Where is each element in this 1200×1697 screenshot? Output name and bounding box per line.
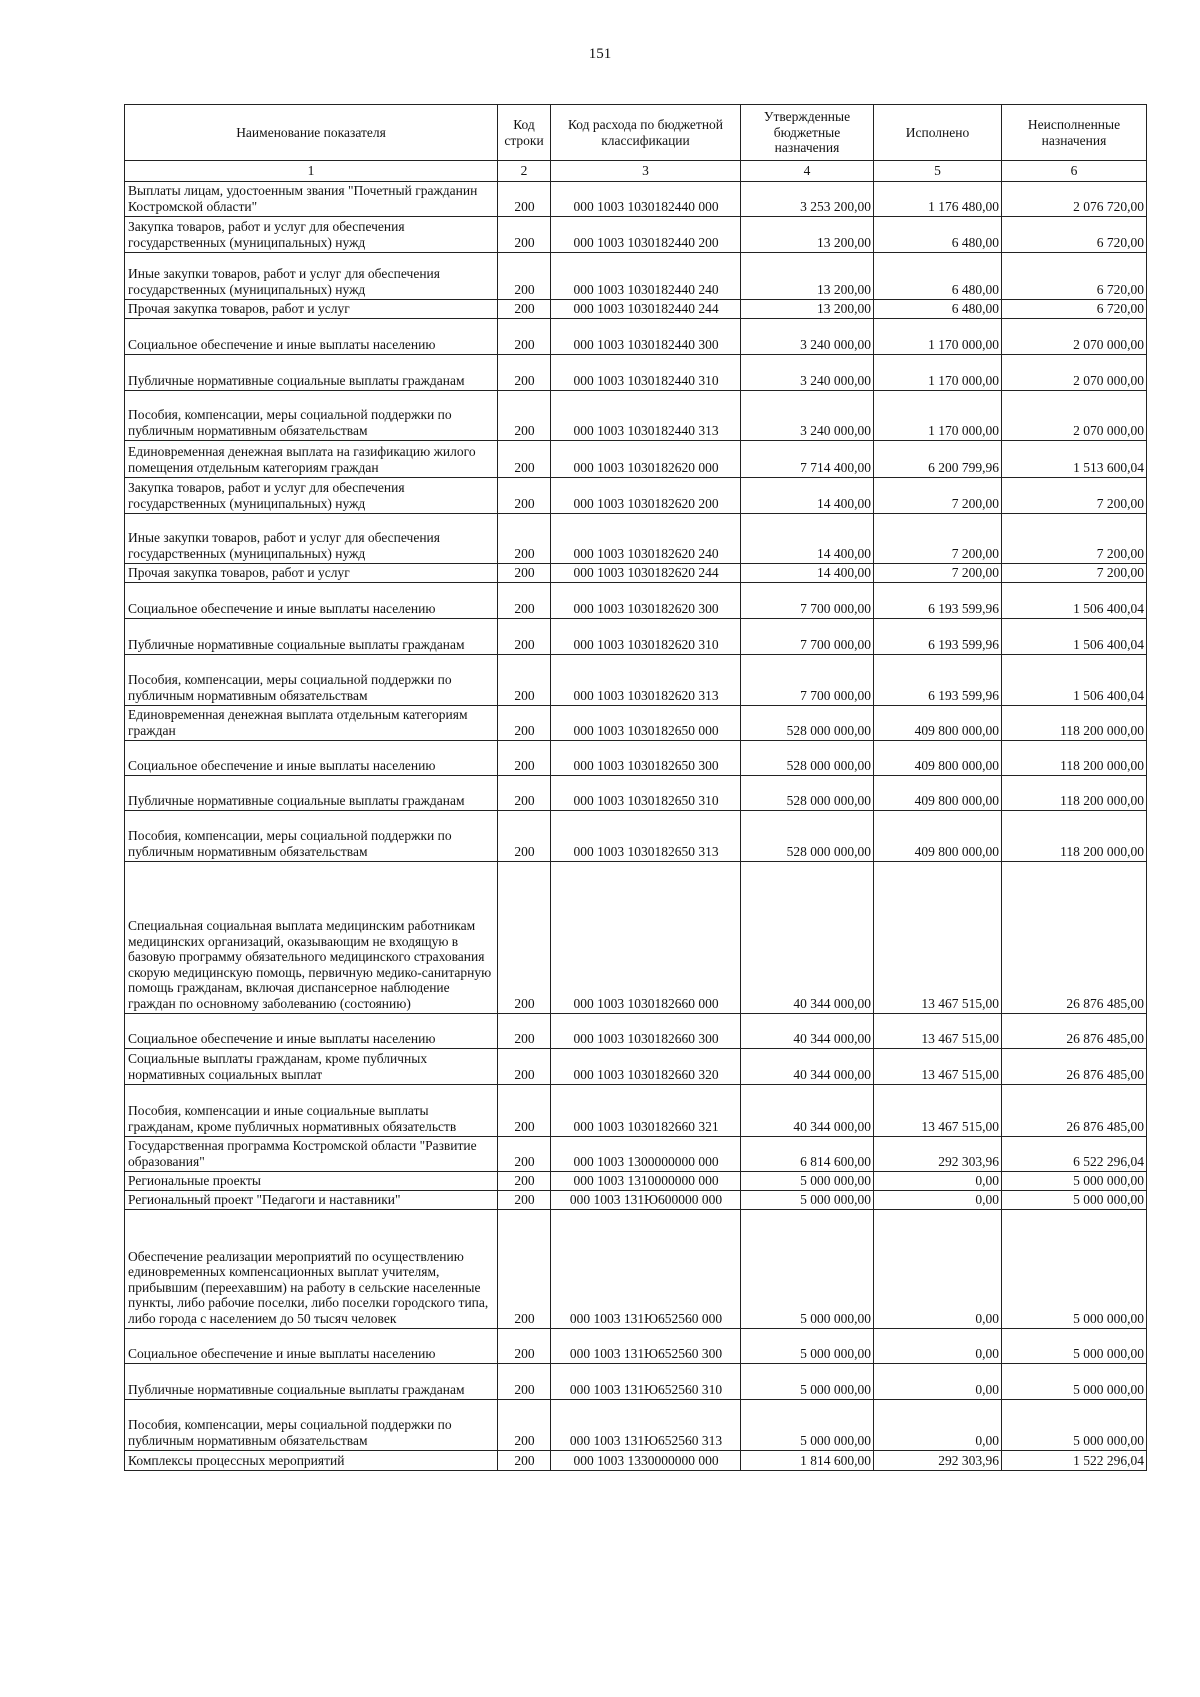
approved-amount-cell: 40 344 000,00 xyxy=(741,861,874,1013)
executed-amount-cell: 13 467 515,00 xyxy=(874,1048,1002,1084)
column-numbers-row xyxy=(125,161,1147,182)
unexecuted-amount-cell: 1 522 296,04 xyxy=(1002,1450,1147,1470)
column-number: 5 xyxy=(874,161,1002,182)
unexecuted-amount-cell: 7 200,00 xyxy=(1002,477,1147,513)
line-code-cell: 200 xyxy=(498,1171,551,1190)
approved-amount-cell: 528 000 000,00 xyxy=(741,775,874,810)
unexecuted-amount-cell: 26 876 485,00 xyxy=(1002,1084,1147,1136)
classification-code-cell: 000 1003 1030182660 320 xyxy=(551,1048,741,1084)
table-row xyxy=(125,740,1147,775)
indicator-name-cell: Прочая закупка товаров, работ и услуг xyxy=(125,563,498,582)
line-code-cell: 200 xyxy=(498,654,551,705)
classification-code-cell: 000 1003 1030182620 200 xyxy=(551,477,741,513)
line-code-cell: 200 xyxy=(498,181,551,216)
line-code-cell: 200 xyxy=(498,1209,551,1328)
table-row xyxy=(125,1013,1147,1048)
executed-amount-cell: 13 467 515,00 xyxy=(874,1084,1002,1136)
line-code-cell: 200 xyxy=(498,1328,551,1363)
indicator-name-cell: Публичные нормативные социальные выплаты гражданам xyxy=(125,775,498,810)
table-row xyxy=(125,299,1147,318)
line-code-cell: 200 xyxy=(498,705,551,740)
executed-amount-cell: 1 176 480,00 xyxy=(874,181,1002,216)
classification-code-cell: 000 1003 131Ю652560 300 xyxy=(551,1328,741,1363)
approved-amount-cell: 40 344 000,00 xyxy=(741,1013,874,1048)
unexecuted-amount-cell: 2 070 000,00 xyxy=(1002,390,1147,440)
executed-amount-cell: 409 800 000,00 xyxy=(874,705,1002,740)
classification-code-cell: 000 1003 131Ю652560 310 xyxy=(551,1363,741,1399)
unexecuted-amount-cell: 1 506 400,04 xyxy=(1002,654,1147,705)
executed-amount-cell: 1 170 000,00 xyxy=(874,354,1002,390)
classification-code-cell: 000 1003 1030182650 000 xyxy=(551,705,741,740)
unexecuted-amount-cell: 7 200,00 xyxy=(1002,513,1147,563)
approved-amount-cell: 7 700 000,00 xyxy=(741,654,874,705)
executed-amount-cell: 6 200 799,96 xyxy=(874,440,1002,477)
indicator-name-cell: Пособия, компенсации, меры социальной поддержки по публичным нормативным обязательствам xyxy=(125,1399,498,1450)
line-code-cell: 200 xyxy=(498,563,551,582)
column-number: 4 xyxy=(741,161,874,182)
executed-amount-cell: 6 480,00 xyxy=(874,299,1002,318)
header-indicator-name: Наименование показателя xyxy=(125,105,498,161)
indicator-name-cell: Специальная социальная выплата медицинским работникам медицинских организаций, оказывающим не входящую в базовую программу обязательного медицинского страхования скорую медицинскую помощь, первичную медико-санитарную помощь гражданам, включая диспансерное наблюдение граждан по основному заболеванию (состоянию) xyxy=(125,861,498,1013)
indicator-name-cell: Комплексы процессных мероприятий xyxy=(125,1450,498,1470)
line-code-cell: 200 xyxy=(498,775,551,810)
indicator-name-cell: Региональные проекты xyxy=(125,1171,498,1190)
line-code-cell: 200 xyxy=(498,318,551,354)
unexecuted-amount-cell: 26 876 485,00 xyxy=(1002,1048,1147,1084)
table-row xyxy=(125,705,1147,740)
table-row xyxy=(125,1450,1147,1470)
table-row xyxy=(125,318,1147,354)
indicator-name-cell: Социальное обеспечение и иные выплаты населению xyxy=(125,318,498,354)
line-code-cell: 200 xyxy=(498,1190,551,1209)
line-code-cell: 200 xyxy=(498,1048,551,1084)
column-number: 6 xyxy=(1002,161,1147,182)
indicator-name-cell: Государственная программа Костромской области "Развитие образования" xyxy=(125,1136,498,1171)
indicator-name-cell: Публичные нормативные социальные выплаты гражданам xyxy=(125,1363,498,1399)
approved-amount-cell: 13 200,00 xyxy=(741,216,874,252)
executed-amount-cell: 13 467 515,00 xyxy=(874,861,1002,1013)
classification-code-cell: 000 1003 1030182620 313 xyxy=(551,654,741,705)
unexecuted-amount-cell: 1 513 600,04 xyxy=(1002,440,1147,477)
line-code-cell: 200 xyxy=(498,354,551,390)
indicator-name-cell: Пособия, компенсации и иные социальные выплаты гражданам, кроме публичных нормативных обязательств xyxy=(125,1084,498,1136)
header-executed: Исполнено xyxy=(874,105,1002,161)
classification-code-cell: 000 1003 1030182440 310 xyxy=(551,354,741,390)
unexecuted-amount-cell: 6 720,00 xyxy=(1002,252,1147,299)
classification-code-cell: 000 1003 1030182620 300 xyxy=(551,582,741,618)
header-line-code: Код строки xyxy=(498,105,551,161)
unexecuted-amount-cell: 5 000 000,00 xyxy=(1002,1171,1147,1190)
unexecuted-amount-cell: 5 000 000,00 xyxy=(1002,1190,1147,1209)
indicator-name-cell: Социальное обеспечение и иные выплаты населению xyxy=(125,1328,498,1363)
executed-amount-cell: 0,00 xyxy=(874,1328,1002,1363)
table-row xyxy=(125,563,1147,582)
executed-amount-cell: 1 170 000,00 xyxy=(874,318,1002,354)
column-number: 2 xyxy=(498,161,551,182)
unexecuted-amount-cell: 118 200 000,00 xyxy=(1002,740,1147,775)
unexecuted-amount-cell: 5 000 000,00 xyxy=(1002,1399,1147,1450)
classification-code-cell: 000 1003 1330000000 000 xyxy=(551,1450,741,1470)
executed-amount-cell: 0,00 xyxy=(874,1209,1002,1328)
column-number: 1 xyxy=(125,161,498,182)
approved-amount-cell: 528 000 000,00 xyxy=(741,740,874,775)
unexecuted-amount-cell: 2 070 000,00 xyxy=(1002,354,1147,390)
classification-code-cell: 000 1003 1300000000 000 xyxy=(551,1136,741,1171)
indicator-name-cell: Иные закупки товаров, работ и услуг для обеспечения государственных (муниципальных) нужд xyxy=(125,252,498,299)
approved-amount-cell: 3 240 000,00 xyxy=(741,390,874,440)
table-row xyxy=(125,618,1147,654)
unexecuted-amount-cell: 6 522 296,04 xyxy=(1002,1136,1147,1171)
indicator-name-cell: Социальное обеспечение и иные выплаты населению xyxy=(125,582,498,618)
line-code-cell: 200 xyxy=(498,618,551,654)
line-code-cell: 200 xyxy=(498,1450,551,1470)
unexecuted-amount-cell: 5 000 000,00 xyxy=(1002,1363,1147,1399)
approved-amount-cell: 40 344 000,00 xyxy=(741,1084,874,1136)
unexecuted-amount-cell: 5 000 000,00 xyxy=(1002,1328,1147,1363)
approved-amount-cell: 14 400,00 xyxy=(741,513,874,563)
classification-code-cell: 000 1003 1030182620 310 xyxy=(551,618,741,654)
executed-amount-cell: 1 170 000,00 xyxy=(874,390,1002,440)
table-row xyxy=(125,440,1147,477)
executed-amount-cell: 7 200,00 xyxy=(874,513,1002,563)
line-code-cell: 200 xyxy=(498,1136,551,1171)
header-budget-classification: Код расхода по бюджетной классификации xyxy=(551,105,741,161)
approved-amount-cell: 7 714 400,00 xyxy=(741,440,874,477)
approved-amount-cell: 528 000 000,00 xyxy=(741,705,874,740)
indicator-name-cell: Региональный проект "Педагоги и наставники" xyxy=(125,1190,498,1209)
classification-code-cell: 000 1003 1030182440 244 xyxy=(551,299,741,318)
line-code-cell: 200 xyxy=(498,1013,551,1048)
executed-amount-cell: 409 800 000,00 xyxy=(874,775,1002,810)
line-code-cell: 200 xyxy=(498,1399,551,1450)
classification-code-cell: 000 1003 1030182660 000 xyxy=(551,861,741,1013)
classification-code-cell: 000 1003 1030182660 321 xyxy=(551,1084,741,1136)
unexecuted-amount-cell: 1 506 400,04 xyxy=(1002,582,1147,618)
approved-amount-cell: 3 240 000,00 xyxy=(741,354,874,390)
indicator-name-cell: Пособия, компенсации, меры социальной поддержки по публичным нормативным обязательствам xyxy=(125,390,498,440)
classification-code-cell: 000 1003 1030182440 300 xyxy=(551,318,741,354)
classification-code-cell: 000 1003 131Ю652560 313 xyxy=(551,1399,741,1450)
line-code-cell: 200 xyxy=(498,477,551,513)
indicator-name-cell: Публичные нормативные социальные выплаты гражданам xyxy=(125,354,498,390)
table-body xyxy=(125,181,1147,1470)
line-code-cell: 200 xyxy=(498,861,551,1013)
executed-amount-cell: 13 467 515,00 xyxy=(874,1013,1002,1048)
table-row xyxy=(125,216,1147,252)
indicator-name-cell: Социальные выплаты гражданам, кроме публичных нормативных социальных выплат xyxy=(125,1048,498,1084)
indicator-name-cell: Закупка товаров, работ и услуг для обеспечения государственных (муниципальных) нужд xyxy=(125,216,498,252)
indicator-name-cell: Пособия, компенсации, меры социальной поддержки по публичным нормативным обязательствам xyxy=(125,654,498,705)
executed-amount-cell: 0,00 xyxy=(874,1363,1002,1399)
approved-amount-cell: 13 200,00 xyxy=(741,299,874,318)
approved-amount-cell: 1 814 600,00 xyxy=(741,1450,874,1470)
executed-amount-cell: 7 200,00 xyxy=(874,477,1002,513)
table-row xyxy=(125,775,1147,810)
unexecuted-amount-cell: 118 200 000,00 xyxy=(1002,775,1147,810)
unexecuted-amount-cell: 26 876 485,00 xyxy=(1002,861,1147,1013)
executed-amount-cell: 6 193 599,96 xyxy=(874,618,1002,654)
indicator-name-cell: Выплаты лицам, удостоенным звания "Почетный гражданин Костромской области" xyxy=(125,181,498,216)
table-row xyxy=(125,1190,1147,1209)
table-row xyxy=(125,477,1147,513)
line-code-cell: 200 xyxy=(498,299,551,318)
approved-amount-cell: 5 000 000,00 xyxy=(741,1171,874,1190)
executed-amount-cell: 7 200,00 xyxy=(874,563,1002,582)
indicator-name-cell: Единовременная денежная выплата отдельным категориям граждан xyxy=(125,705,498,740)
executed-amount-cell: 6 193 599,96 xyxy=(874,582,1002,618)
header-approved: Утвержденные бюджетные назначения xyxy=(741,105,874,161)
approved-amount-cell: 5 000 000,00 xyxy=(741,1190,874,1209)
classification-code-cell: 000 1003 1030182440 000 xyxy=(551,181,741,216)
approved-amount-cell: 5 000 000,00 xyxy=(741,1328,874,1363)
executed-amount-cell: 0,00 xyxy=(874,1190,1002,1209)
budget-execution-table xyxy=(124,104,1147,1471)
page-number: 151 xyxy=(588,46,612,62)
approved-amount-cell: 3 253 200,00 xyxy=(741,181,874,216)
table-row xyxy=(125,582,1147,618)
executed-amount-cell: 409 800 000,00 xyxy=(874,810,1002,861)
unexecuted-amount-cell: 6 720,00 xyxy=(1002,299,1147,318)
unexecuted-amount-cell: 2 076 720,00 xyxy=(1002,181,1147,216)
executed-amount-cell: 409 800 000,00 xyxy=(874,740,1002,775)
executed-amount-cell: 0,00 xyxy=(874,1399,1002,1450)
indicator-name-cell: Прочая закупка товаров, работ и услуг xyxy=(125,299,498,318)
unexecuted-amount-cell: 26 876 485,00 xyxy=(1002,1013,1147,1048)
approved-amount-cell: 40 344 000,00 xyxy=(741,1048,874,1084)
table-header-row xyxy=(125,105,1147,161)
classification-code-cell: 000 1003 1030182620 244 xyxy=(551,563,741,582)
executed-amount-cell: 292 303,96 xyxy=(874,1450,1002,1470)
line-code-cell: 200 xyxy=(498,582,551,618)
unexecuted-amount-cell: 5 000 000,00 xyxy=(1002,1209,1147,1328)
classification-code-cell: 000 1003 1030182650 310 xyxy=(551,775,741,810)
indicator-name-cell: Пособия, компенсации, меры социальной поддержки по публичным нормативным обязательствам xyxy=(125,810,498,861)
classification-code-cell: 000 1003 1030182440 200 xyxy=(551,216,741,252)
classification-code-cell: 000 1003 1030182650 313 xyxy=(551,810,741,861)
column-number: 3 xyxy=(551,161,741,182)
line-code-cell: 200 xyxy=(498,740,551,775)
table-row xyxy=(125,513,1147,563)
approved-amount-cell: 14 400,00 xyxy=(741,477,874,513)
table-row xyxy=(125,1136,1147,1171)
classification-code-cell: 000 1003 131Ю652560 000 xyxy=(551,1209,741,1328)
table-row xyxy=(125,1399,1147,1450)
table-row xyxy=(125,1171,1147,1190)
line-code-cell: 200 xyxy=(498,390,551,440)
table-row xyxy=(125,1048,1147,1084)
classification-code-cell: 000 1003 1030182440 313 xyxy=(551,390,741,440)
header-unexecuted: Неисполненные назначения xyxy=(1002,105,1147,161)
approved-amount-cell: 6 814 600,00 xyxy=(741,1136,874,1171)
indicator-name-cell: Единовременная денежная выплата на газификацию жилого помещения отдельным категориям граждан xyxy=(125,440,498,477)
classification-code-cell: 000 1003 1030182440 240 xyxy=(551,252,741,299)
classification-code-cell: 000 1003 131Ю600000 000 xyxy=(551,1190,741,1209)
approved-amount-cell: 7 700 000,00 xyxy=(741,582,874,618)
approved-amount-cell: 14 400,00 xyxy=(741,563,874,582)
indicator-name-cell: Закупка товаров, работ и услуг для обеспечения государственных (муниципальных) нужд xyxy=(125,477,498,513)
approved-amount-cell: 7 700 000,00 xyxy=(741,618,874,654)
table-row xyxy=(125,861,1147,1013)
unexecuted-amount-cell: 1 506 400,04 xyxy=(1002,618,1147,654)
indicator-name-cell: Иные закупки товаров, работ и услуг для обеспечения государственных (муниципальных) нужд xyxy=(125,513,498,563)
classification-code-cell: 000 1003 1310000000 000 xyxy=(551,1171,741,1190)
classification-code-cell: 000 1003 1030182650 300 xyxy=(551,740,741,775)
indicator-name-cell: Социальное обеспечение и иные выплаты населению xyxy=(125,740,498,775)
table-row xyxy=(125,390,1147,440)
executed-amount-cell: 6 480,00 xyxy=(874,216,1002,252)
classification-code-cell: 000 1003 1030182620 000 xyxy=(551,440,741,477)
line-code-cell: 200 xyxy=(498,440,551,477)
line-code-cell: 200 xyxy=(498,252,551,299)
approved-amount-cell: 5 000 000,00 xyxy=(741,1363,874,1399)
line-code-cell: 200 xyxy=(498,810,551,861)
approved-amount-cell: 528 000 000,00 xyxy=(741,810,874,861)
approved-amount-cell: 3 240 000,00 xyxy=(741,318,874,354)
line-code-cell: 200 xyxy=(498,1363,551,1399)
approved-amount-cell: 13 200,00 xyxy=(741,252,874,299)
table-row xyxy=(125,252,1147,299)
table-row xyxy=(125,1209,1147,1328)
table-row xyxy=(125,654,1147,705)
table-row xyxy=(125,1084,1147,1136)
indicator-name-cell: Обеспечение реализации мероприятий по осуществлению единовременных компенсационных выплат учителям, прибывшим (переехавшим) на работу в сельские населенные пункты, либо рабочие поселки, либо поселки городского типа, либо города с населением до 50 тысяч человек xyxy=(125,1209,498,1328)
unexecuted-amount-cell: 6 720,00 xyxy=(1002,216,1147,252)
classification-code-cell: 000 1003 1030182620 240 xyxy=(551,513,741,563)
executed-amount-cell: 6 193 599,96 xyxy=(874,654,1002,705)
indicator-name-cell: Публичные нормативные социальные выплаты гражданам xyxy=(125,618,498,654)
table-row xyxy=(125,810,1147,861)
approved-amount-cell: 5 000 000,00 xyxy=(741,1209,874,1328)
unexecuted-amount-cell: 118 200 000,00 xyxy=(1002,810,1147,861)
executed-amount-cell: 292 303,96 xyxy=(874,1136,1002,1171)
line-code-cell: 200 xyxy=(498,513,551,563)
indicator-name-cell: Социальное обеспечение и иные выплаты населению xyxy=(125,1013,498,1048)
line-code-cell: 200 xyxy=(498,216,551,252)
executed-amount-cell: 0,00 xyxy=(874,1171,1002,1190)
approved-amount-cell: 5 000 000,00 xyxy=(741,1399,874,1450)
unexecuted-amount-cell: 2 070 000,00 xyxy=(1002,318,1147,354)
classification-code-cell: 000 1003 1030182660 300 xyxy=(551,1013,741,1048)
line-code-cell: 200 xyxy=(498,1084,551,1136)
table-row xyxy=(125,1363,1147,1399)
executed-amount-cell: 6 480,00 xyxy=(874,252,1002,299)
unexecuted-amount-cell: 118 200 000,00 xyxy=(1002,705,1147,740)
table-row xyxy=(125,181,1147,216)
unexecuted-amount-cell: 7 200,00 xyxy=(1002,563,1147,582)
table-row xyxy=(125,354,1147,390)
table-row xyxy=(125,1328,1147,1363)
